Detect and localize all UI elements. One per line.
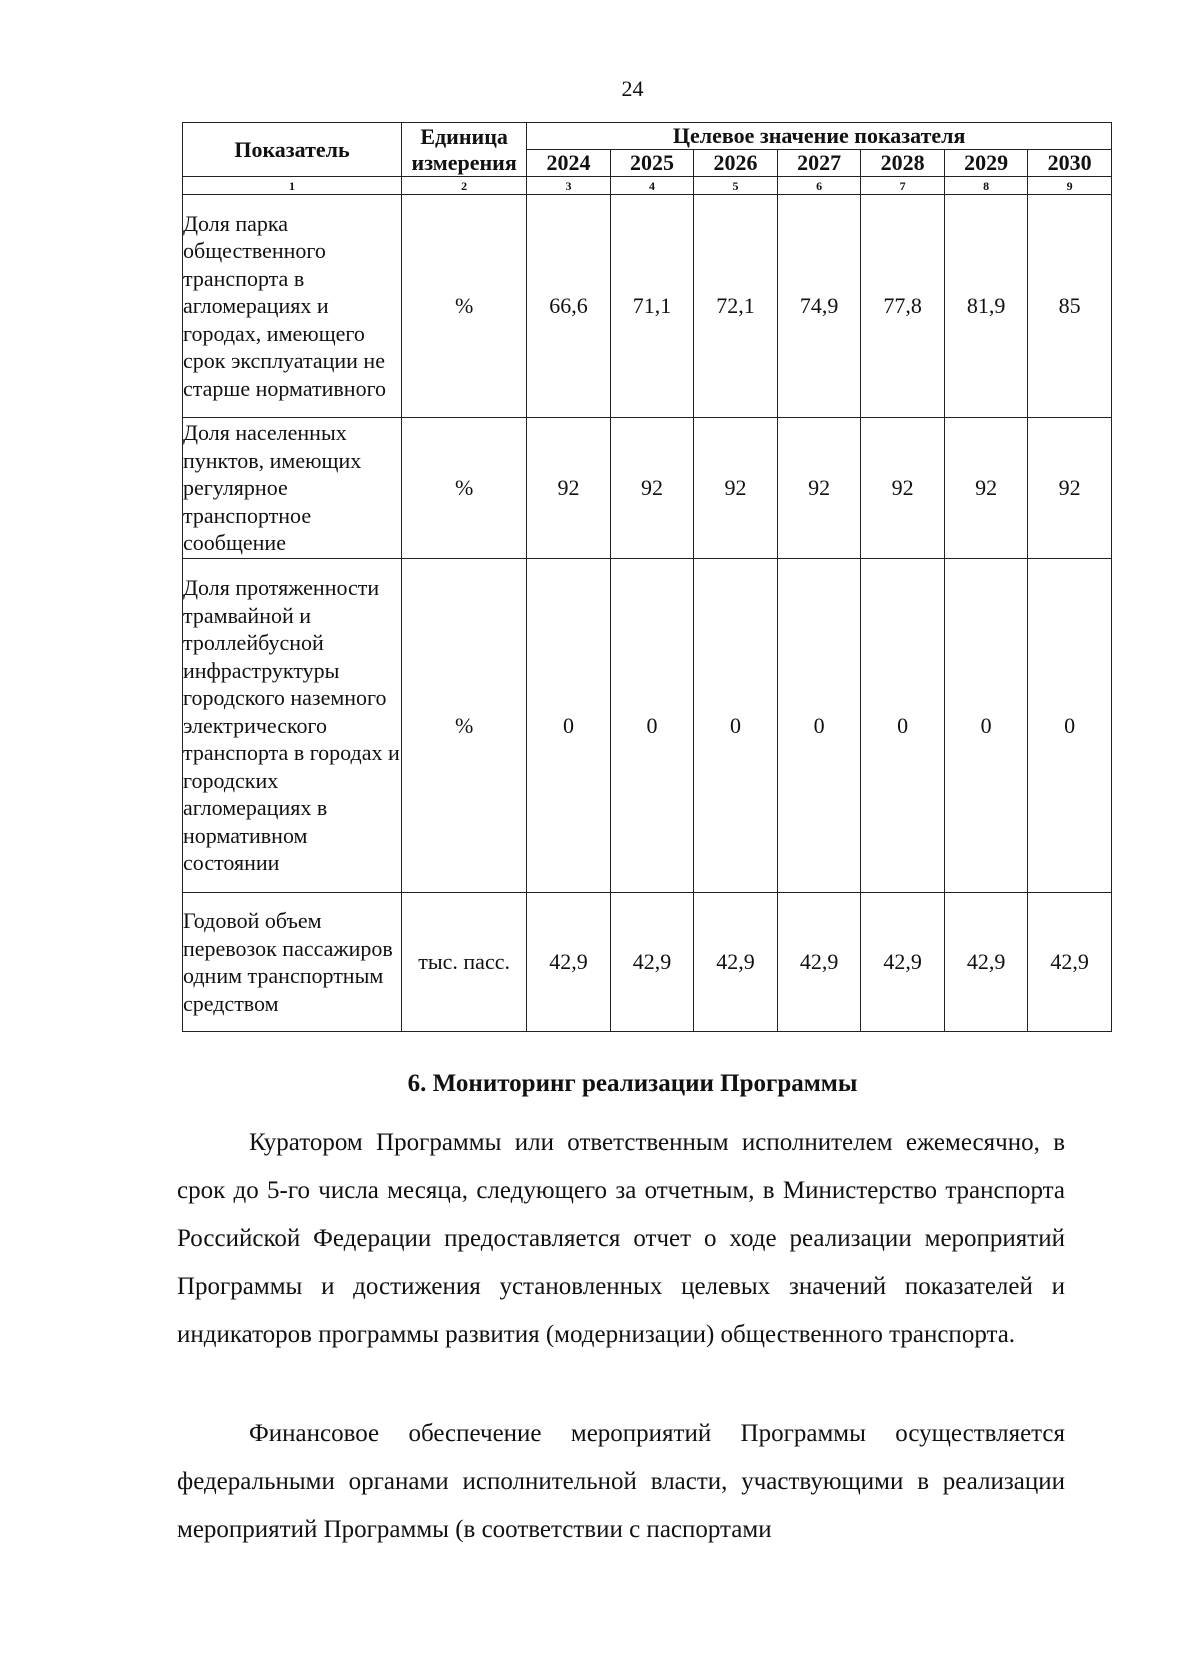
- value-cell: 92: [527, 418, 611, 559]
- header-year: 2024: [527, 150, 611, 177]
- column-number: 6: [777, 177, 861, 195]
- value-cell: 77,8: [861, 195, 945, 418]
- value-cell: 92: [861, 418, 945, 559]
- value-cell: 0: [694, 559, 778, 893]
- header-year: 2026: [694, 150, 778, 177]
- page-number: 24: [621, 76, 644, 101]
- header-year: 2028: [861, 150, 945, 177]
- value-cell: 42,9: [694, 893, 778, 1032]
- header-year: 2029: [944, 150, 1028, 177]
- body-paragraph: Финансовое обеспечение мероприятий Программы осуществляется федеральными органами исполнительной власти, участвующими в реализации мероприятий Программы (в соответствии с паспортами: [177, 1420, 1065, 1543]
- indicator-name: Доля протяженности трамвайной и троллейбусной инфраструктуры городского наземного электрического транспорта в городах и городских агломерациях в нормативном состоянии: [183, 559, 402, 893]
- indicator-name: Доля парка общественного транспорта в агломерациях и городах, имеющего срок эксплуатации не старше нормативного: [183, 195, 402, 418]
- column-number: 3: [527, 177, 611, 195]
- header-unit-line2: измерения: [411, 149, 517, 175]
- value-cell: 0: [1028, 559, 1112, 893]
- column-number: 8: [944, 177, 1028, 195]
- value-cell: 85: [1028, 195, 1112, 418]
- table-row: [183, 893, 1112, 1032]
- table-row: [183, 418, 1112, 559]
- value-cell: 0: [527, 559, 611, 893]
- header-row-1: [183, 123, 1112, 150]
- value-cell: 66,6: [527, 195, 611, 418]
- column-number-row: [183, 177, 1112, 195]
- header-year: 2030: [1028, 150, 1112, 177]
- indicator-name: Доля населенных пунктов, имеющих регулярное транспортное сообщение: [183, 418, 402, 559]
- indicator-name: Годовой объем перевозок пассажиров одним транспортным средством: [183, 893, 402, 1032]
- body-paragraph: Куратором Программы или ответственным исполнителем ежемесячно, в срок до 5-го числа месяца, следующего за отчетным, в Министерство транспорта Российской Федерации предоставляется отчет о ходе реализации мероприятий Программы и достижения установленных целевых значений показателей и индикаторов программы развития (модернизации) общественного транспорта.: [177, 1129, 1065, 1348]
- column-number: 4: [610, 177, 694, 195]
- value-cell: 42,9: [1028, 893, 1112, 1032]
- unit-cell: %: [401, 418, 526, 559]
- header-target-value: Целевое значение показателя: [527, 123, 1112, 150]
- value-cell: 72,1: [694, 195, 778, 418]
- column-number: 7: [861, 177, 945, 195]
- column-number: 5: [694, 177, 778, 195]
- unit-cell: тыс. пасс.: [401, 893, 526, 1032]
- column-number: 1: [183, 177, 402, 195]
- value-cell: 42,9: [610, 893, 694, 1032]
- indicators-table: [182, 122, 1112, 1032]
- table-row: [183, 195, 1112, 418]
- header-year: 2027: [777, 150, 861, 177]
- value-cell: 92: [777, 418, 861, 559]
- value-cell: 92: [610, 418, 694, 559]
- table-row: [183, 559, 1112, 893]
- value-cell: 42,9: [944, 893, 1028, 1032]
- header-unit: [401, 123, 526, 177]
- unit-cell: %: [401, 195, 526, 418]
- value-cell: 0: [944, 559, 1028, 893]
- value-cell: 92: [694, 418, 778, 559]
- section-heading: 6. Мониторинг реализации Программы: [407, 1070, 858, 1097]
- value-cell: 74,9: [777, 195, 861, 418]
- value-cell: 42,9: [777, 893, 861, 1032]
- value-cell: 0: [777, 559, 861, 893]
- value-cell: 42,9: [527, 893, 611, 1032]
- value-cell: 42,9: [861, 893, 945, 1032]
- value-cell: 92: [1028, 418, 1112, 559]
- value-cell: 81,9: [944, 195, 1028, 418]
- value-cell: 92: [944, 418, 1028, 559]
- column-number: 2: [401, 177, 526, 195]
- value-cell: 0: [861, 559, 945, 893]
- header-year: 2025: [610, 150, 694, 177]
- header-indicator: Показатель: [183, 123, 402, 177]
- value-cell: 0: [610, 559, 694, 893]
- column-number: 9: [1028, 177, 1112, 195]
- unit-cell: %: [401, 559, 526, 893]
- value-cell: 71,1: [610, 195, 694, 418]
- header-unit-line1: Единица: [420, 123, 508, 149]
